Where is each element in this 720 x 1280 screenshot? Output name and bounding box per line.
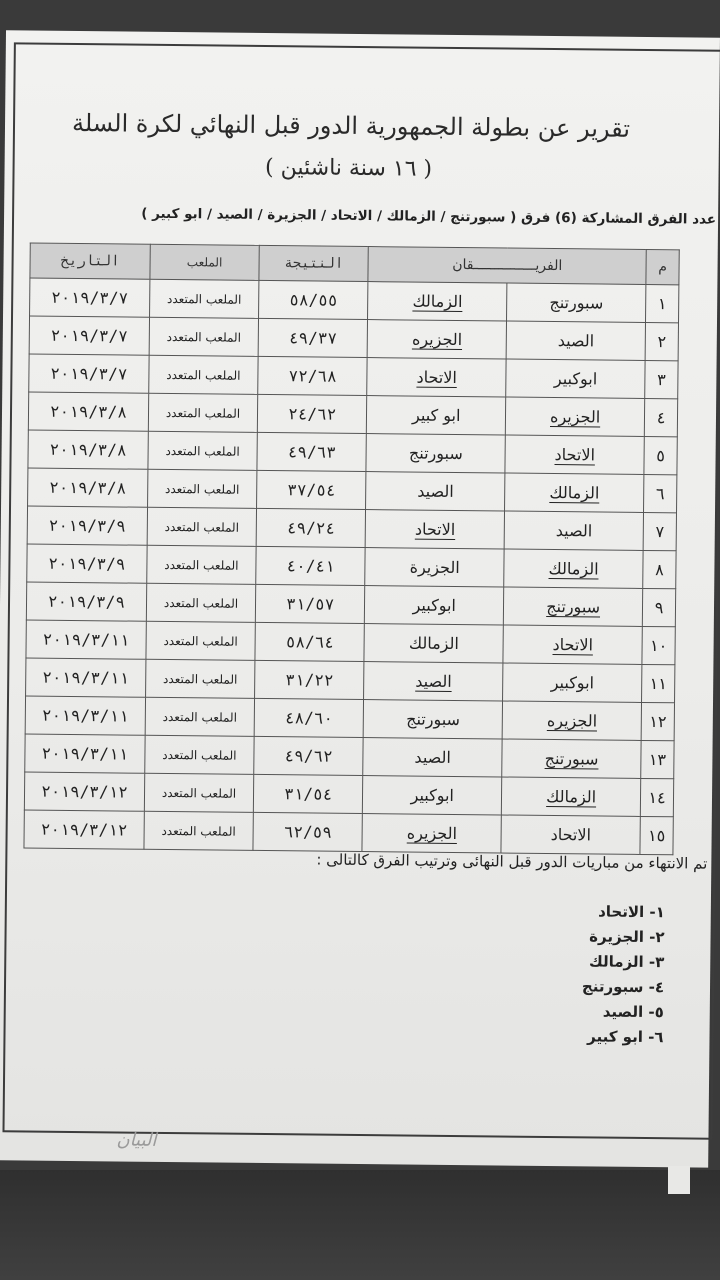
cell-venue xyxy=(146,621,256,660)
team-b-text: الاتحاد xyxy=(414,519,456,539)
cell-team-a xyxy=(506,359,645,398)
summary-text: تم الانتهاء من مباريات الدور قبل النهائى وترتيب الفرق كالتالى : xyxy=(316,850,708,873)
cell-date xyxy=(24,772,144,811)
cell-result xyxy=(255,584,365,623)
result-text: ٣١/٢٢ xyxy=(285,670,334,690)
date-text: ٢٠١٩/٣/١١ xyxy=(41,705,129,726)
cell-team-a xyxy=(504,587,643,626)
cell-team-a xyxy=(502,739,641,778)
date-text: ٢٠١٩/٣/١١ xyxy=(42,667,130,688)
cell-team-a xyxy=(505,473,644,512)
cell-result xyxy=(255,660,365,699)
ranking-item: ٦- ابو كبير xyxy=(587,1027,664,1047)
ranking-item: ٥- الصيد xyxy=(602,1002,664,1022)
cell-venue xyxy=(148,393,258,432)
venue-text: الملعب المتعدد xyxy=(166,367,241,383)
cell-date xyxy=(27,544,147,583)
date-text: ٢٠١٩/٣/٨ xyxy=(49,477,127,498)
team-a-text: سبورتنج xyxy=(544,748,599,769)
cell-team-a xyxy=(504,511,643,550)
result-text: ٤٩/٢٤ xyxy=(286,518,336,538)
result-text: ٦٢/٥٩ xyxy=(283,822,333,842)
team-a-text: ابوكبير xyxy=(550,673,595,693)
cell-date xyxy=(28,430,148,469)
cell-result xyxy=(257,394,367,433)
team-b-text: الصيد xyxy=(417,481,454,501)
cell-row-num xyxy=(643,512,676,550)
venue-text: الملعب المتعدد xyxy=(163,595,239,611)
row-num-text: ٩ xyxy=(654,598,664,618)
cell-team-a xyxy=(503,625,642,664)
venue-text: الملعب المتعدد xyxy=(162,709,238,725)
venue-text: الملعب المتعدد xyxy=(162,747,237,763)
cell-team-a xyxy=(502,701,641,740)
cell-team-b xyxy=(362,814,501,853)
header-date: التاريخ xyxy=(30,243,150,279)
team-a-text: الصيد xyxy=(557,331,595,351)
cell-team-b xyxy=(365,548,504,587)
venue-text: الملعب المتعدد xyxy=(165,443,240,459)
team-a-text: الجزيره xyxy=(550,406,601,427)
cell-team-a xyxy=(504,549,643,588)
result-text: ٤٨/٦٠ xyxy=(284,708,334,728)
result-text: ٤٩/٦٢ xyxy=(284,746,333,766)
cell-team-b xyxy=(367,396,506,435)
team-a-text: ابوكبير xyxy=(553,369,598,389)
team-a-text: الزمالك xyxy=(549,482,600,503)
cell-venue xyxy=(144,811,254,850)
venue-text: الملعب المتعدد xyxy=(167,291,242,307)
cell-date xyxy=(25,734,145,773)
team-a-text: الاتحاد xyxy=(554,445,596,465)
row-num-text: ٧ xyxy=(655,522,665,542)
cell-date xyxy=(28,468,148,507)
team-b-text: ابوكبير xyxy=(412,595,457,616)
cell-row-num xyxy=(642,588,675,626)
date-text: ٢٠١٩/٣/٧ xyxy=(51,287,129,308)
cell-result xyxy=(259,280,369,319)
cell-row-num xyxy=(640,778,673,816)
date-text: ٢٠١٩/٣/١٢ xyxy=(40,819,128,840)
result-text: ٤٩/٣٧ xyxy=(288,328,338,348)
cell-venue xyxy=(149,279,259,318)
cell-date xyxy=(26,658,146,697)
date-text: ٢٠١٩/٣/٧ xyxy=(50,325,128,346)
row-num-text: ٥ xyxy=(656,446,666,466)
header-teams: الفريـــــــــــــــقان xyxy=(368,247,646,285)
cell-row-num xyxy=(644,398,677,436)
team-b-text: ابو كبير xyxy=(412,405,461,426)
cell-venue xyxy=(145,659,255,698)
ranking-item: ٢- الجزيرة xyxy=(589,927,665,947)
venue-text: الملعب المتعدد xyxy=(161,785,237,801)
date-text: ٢٠١٩/٣/٩ xyxy=(48,553,126,574)
cell-venue xyxy=(147,469,257,508)
result-text: ٣١/٥٤ xyxy=(284,784,333,804)
cell-team-a xyxy=(501,815,640,854)
date-text: ٢٠١٩/٣/١١ xyxy=(42,629,130,650)
cell-team-b xyxy=(368,282,507,321)
cell-date xyxy=(26,582,146,621)
cell-row-num xyxy=(644,436,677,474)
team-a-text: الاتحاد xyxy=(552,635,594,655)
row-num-text: ١١ xyxy=(649,674,667,694)
cell-result xyxy=(255,622,365,661)
cell-venue xyxy=(147,545,257,584)
cell-team-a xyxy=(502,777,641,816)
participating-teams: عدد الفرق المشاركة (6) فرق ( سبورتنج / الزمالك / الاتحاد / الجزيرة / الصيد / ابو كبير ) xyxy=(141,205,717,228)
team-a-text: الصيد xyxy=(555,521,593,541)
team-b-text: الصيد xyxy=(414,747,452,767)
venue-text: الملعب المتعدد xyxy=(165,481,240,497)
result-text: ٢٤/٦٢ xyxy=(288,404,337,424)
background-shadow xyxy=(0,1170,720,1280)
cell-team-b xyxy=(363,738,502,777)
row-num-text: ٦ xyxy=(655,484,665,504)
venue-text: الملعب المتعدد xyxy=(161,823,236,839)
header-venue: الملعب xyxy=(150,244,260,280)
cell-team-b xyxy=(364,662,503,701)
venue-text: الملعب المتعدد xyxy=(166,329,242,345)
cell-row-num xyxy=(643,550,676,588)
team-b-text: الجزيره xyxy=(411,329,463,350)
document-title: تقرير عن بطولة الجمهورية الدور قبل النهائي لكرة السلة xyxy=(71,108,631,143)
cell-result xyxy=(257,432,367,471)
row-num-text: ١٣ xyxy=(648,750,667,770)
cell-team-a xyxy=(507,283,646,322)
cell-team-b xyxy=(365,586,504,625)
watermark-logo: البيان xyxy=(116,1129,157,1151)
cell-venue xyxy=(149,355,259,394)
cell-result xyxy=(253,812,363,851)
date-text: ٢٠١٩/٣/٩ xyxy=(48,515,126,536)
cell-result xyxy=(258,356,368,395)
cell-venue xyxy=(146,583,256,622)
team-b-text: الاتحاد xyxy=(416,367,457,388)
cell-team-a xyxy=(506,397,645,436)
cell-row-num xyxy=(646,284,679,322)
ranking-item: ٣- الزمالك xyxy=(588,952,665,972)
team-b-text: الجزيره xyxy=(406,823,458,844)
cell-result xyxy=(254,736,364,775)
cell-date xyxy=(28,392,148,431)
team-a-text: الجزيره xyxy=(546,710,598,731)
cell-venue xyxy=(145,735,255,774)
cell-result xyxy=(254,698,364,737)
result-text: ٥٨/٥٥ xyxy=(289,290,338,310)
row-num-text: ٣ xyxy=(657,370,666,390)
cell-date xyxy=(27,506,147,545)
cell-date xyxy=(29,354,149,393)
cell-result xyxy=(258,318,368,357)
date-text: ٢٠١٩/٣/٩ xyxy=(47,591,126,612)
result-text: ٣١/٥٧ xyxy=(286,594,335,614)
team-a-text: الاتحاد xyxy=(550,825,592,845)
date-text: ٢٠١٩/٣/٧ xyxy=(50,363,128,384)
cell-venue xyxy=(148,431,258,470)
team-b-text: سبورتنج xyxy=(408,443,463,464)
cell-team-a xyxy=(503,663,642,702)
cell-team-b xyxy=(366,472,505,511)
result-text: ٤٠/٤١ xyxy=(286,556,335,576)
team-a-text: الزمالك xyxy=(548,558,599,579)
row-num-text: ١٥ xyxy=(647,826,666,846)
row-num-text: ٨ xyxy=(655,560,664,580)
team-b-text: الجزيرة xyxy=(409,557,460,578)
row-num-text: ١٤ xyxy=(648,788,666,808)
row-num-text: ٤ xyxy=(656,408,666,428)
team-b-text: ابوكبير xyxy=(410,785,455,805)
cell-team-b xyxy=(363,700,502,739)
cell-team-a xyxy=(505,435,644,474)
document-page xyxy=(0,30,720,1167)
ranking-item: ١- الاتحاد xyxy=(598,902,665,922)
cell-date xyxy=(29,316,149,355)
cell-row-num xyxy=(642,664,675,702)
cell-result xyxy=(256,546,366,585)
cell-row-num xyxy=(645,360,678,398)
team-a-text: الزمالك xyxy=(546,786,597,807)
cell-team-a xyxy=(506,321,645,360)
team-b-text: الصيد xyxy=(415,671,452,691)
venue-text: الملعب المتعدد xyxy=(164,519,240,535)
row-num-text: ١٠ xyxy=(649,636,668,656)
cell-team-b xyxy=(365,510,504,549)
cell-venue xyxy=(149,317,259,356)
cell-date xyxy=(26,620,146,659)
cell-row-num xyxy=(641,740,674,778)
row-num-text: ١٢ xyxy=(649,712,667,732)
cell-row-num xyxy=(640,816,673,854)
cell-venue xyxy=(144,773,254,812)
date-text: ٢٠١٩/٣/٨ xyxy=(49,401,128,422)
team-a-text: سبورتنج xyxy=(546,596,601,617)
cell-result xyxy=(257,470,367,509)
cell-row-num xyxy=(645,322,678,360)
result-text: ٧٢/٦٨ xyxy=(288,366,337,386)
cell-date xyxy=(30,278,150,317)
venue-text: الملعب المتعدد xyxy=(164,557,239,573)
result-text: ٣٧/٥٤ xyxy=(287,480,336,500)
cell-result xyxy=(253,774,363,813)
cell-result xyxy=(256,508,366,547)
paper-tab xyxy=(668,1166,690,1194)
date-text: ٢٠١٩/٣/٨ xyxy=(49,439,127,460)
ranking-list xyxy=(463,901,665,1053)
row-num-text: ١ xyxy=(657,294,667,314)
cell-venue xyxy=(147,507,257,546)
cell-row-num xyxy=(644,474,677,512)
cell-date xyxy=(25,696,145,735)
cell-team-b xyxy=(367,358,506,397)
cell-team-b xyxy=(363,776,502,815)
venue-text: الملعب المتعدد xyxy=(163,633,238,649)
venue-text: الملعب المتعدد xyxy=(165,405,241,421)
header-num: م xyxy=(646,249,679,284)
cell-venue xyxy=(145,697,255,736)
cell-team-b xyxy=(366,434,505,473)
team-b-text: الزمالك xyxy=(408,633,459,654)
cell-row-num xyxy=(642,626,675,664)
row-num-text: ٢ xyxy=(657,332,667,352)
results-table xyxy=(23,243,679,856)
venue-text: الملعب المتعدد xyxy=(163,671,238,687)
ranking-item: ٤- سبورتنج xyxy=(581,977,665,997)
header-result: النتيجة xyxy=(259,245,369,281)
result-text: ٥٨/٦٤ xyxy=(285,632,335,652)
document-subtitle: ( ١٦ سنة ناشئين ) xyxy=(264,154,433,182)
date-text: ٢٠١٩/٣/١٢ xyxy=(41,781,128,802)
cell-row-num xyxy=(641,702,674,740)
cell-team-b xyxy=(367,320,506,359)
result-text: ٤٩/٦٣ xyxy=(287,442,337,462)
team-b-text: سبورتنج xyxy=(406,709,461,730)
date-text: ٢٠١٩/٣/١١ xyxy=(41,743,129,764)
team-b-text: الزمالك xyxy=(412,291,463,312)
cell-date xyxy=(24,810,144,849)
team-a-text: سبورتنج xyxy=(549,292,604,313)
cell-team-b xyxy=(364,624,503,663)
